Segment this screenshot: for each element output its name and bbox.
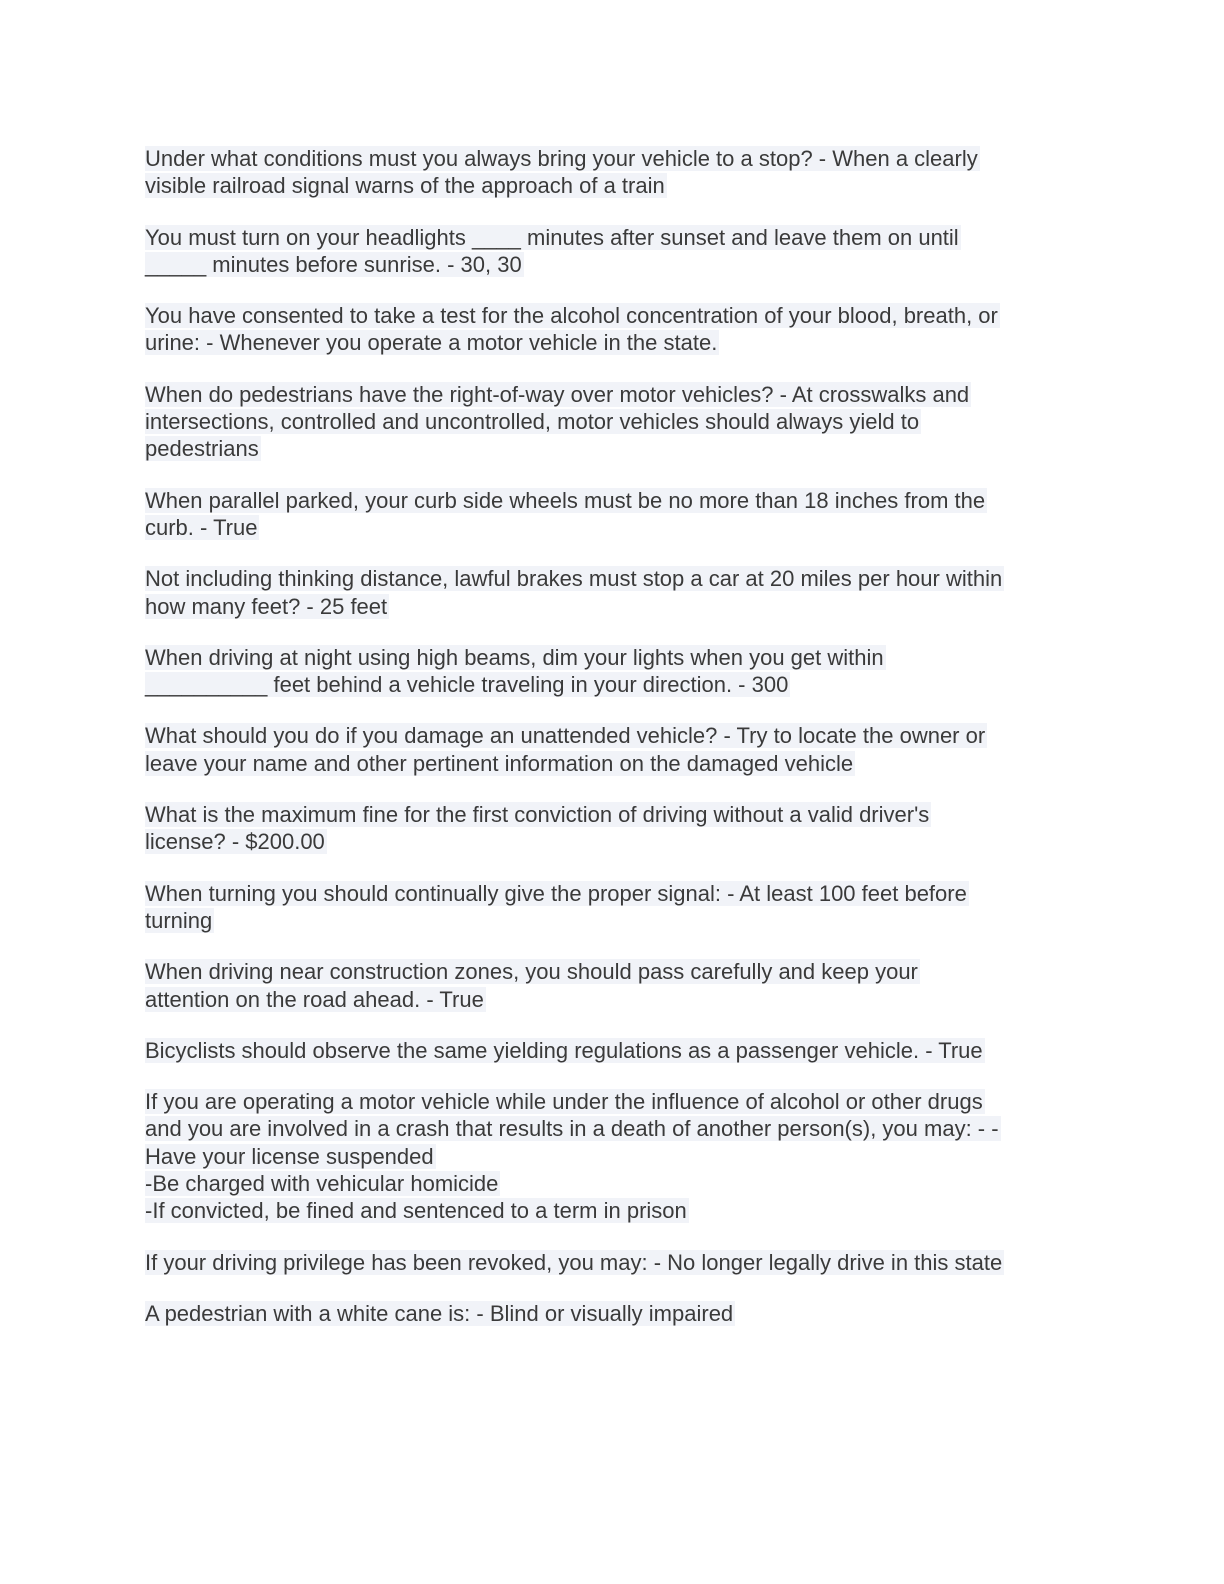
qa-entry-15 xyxy=(145,1300,1080,1327)
qa-text-line: urine: - Whenever you operate a motor vehicle in the state. xyxy=(145,330,718,356)
qa-text-line: When driving near construction zones, you should pass carefully and keep your xyxy=(145,959,918,985)
qa-text-line: -Be charged with vehicular homicide xyxy=(145,1171,499,1197)
qa-text-line: pedestrians xyxy=(145,436,259,462)
qa-text-line: visible railroad signal warns of the approach of a train xyxy=(145,173,665,199)
qa-text-line: and you are involved in a crash that results in a death of another person(s), you may: - - xyxy=(145,1116,999,1142)
qa-entry-11 xyxy=(145,958,1080,1013)
qa-entry-4 xyxy=(145,381,1080,463)
qa-text-line: Bicyclists should observe the same yielding regulations as a passenger vehicle. - True xyxy=(145,1037,983,1063)
qa-entry-7 xyxy=(145,644,1080,699)
qa-text-line: curb. - True xyxy=(145,514,258,540)
qa-text-line: When parallel parked, your curb side wheels must be no more than 18 inches from the xyxy=(145,487,986,513)
qa-text-line: If you are operating a motor vehicle while under the influence of alcohol or other drugs xyxy=(145,1089,983,1115)
qa-text-line: __________ feet behind a vehicle traveling in your direction. - 300 xyxy=(145,672,789,698)
qa-text-line: -If convicted, be fined and sentenced to a term in prison xyxy=(145,1198,687,1224)
qa-text-line: turning xyxy=(145,907,213,933)
qa-entry-1 xyxy=(145,145,1080,200)
document-body xyxy=(145,145,1080,1351)
qa-entry-3 xyxy=(145,302,1080,357)
qa-entry-6 xyxy=(145,565,1080,620)
qa-text-line: intersections, controlled and uncontrolled, motor vehicles should always yield to xyxy=(145,409,920,435)
qa-text-line: You have consented to take a test for the alcohol concentration of your blood, breath, or xyxy=(145,303,998,329)
qa-text-line: If your driving privilege has been revoked, you may: - No longer legally drive in this state xyxy=(145,1249,1003,1275)
qa-text-line: how many feet? - 25 feet xyxy=(145,593,388,619)
qa-entry-5 xyxy=(145,487,1080,542)
qa-text-line: Under what conditions must you always bring your vehicle to a stop? - When a clearly xyxy=(145,146,978,171)
qa-entry-10 xyxy=(145,880,1080,935)
qa-entry-13 xyxy=(145,1088,1080,1224)
qa-text-line: What is the maximum fine for the first conviction of driving without a valid driver's xyxy=(145,802,930,828)
qa-text-line: _____ minutes before sunrise. - 30, 30 xyxy=(145,251,522,277)
qa-text-line: When do pedestrians have the right-of-way over motor vehicles? - At crosswalks and xyxy=(145,381,970,407)
qa-text-line: Have your license suspended xyxy=(145,1143,434,1169)
qa-text-line: When turning you should continually give the proper signal: - At least 100 feet before xyxy=(145,880,967,906)
qa-entry-12 xyxy=(145,1037,1080,1064)
qa-text-line: What should you do if you damage an unattended vehicle? - Try to locate the owner or xyxy=(145,723,986,749)
qa-text-line: attention on the road ahead. - True xyxy=(145,986,484,1012)
qa-entry-8 xyxy=(145,722,1080,777)
qa-text-line: You must turn on your headlights ____ minutes after sunset and leave them on until xyxy=(145,224,959,250)
qa-text-line: When driving at night using high beams, dim your lights when you get within xyxy=(145,644,884,670)
qa-entry-9 xyxy=(145,801,1080,856)
qa-entry-14 xyxy=(145,1249,1080,1276)
qa-entry-2 xyxy=(145,224,1080,279)
qa-text-line: leave your name and other pertinent information on the damaged vehicle xyxy=(145,750,854,776)
qa-text-line: Not including thinking distance, lawful brakes must stop a car at 20 miles per hour within xyxy=(145,566,1003,592)
qa-text-line: A pedestrian with a white cane is: - Blind or visually impaired xyxy=(145,1300,734,1326)
qa-text-line: license? - $200.00 xyxy=(145,829,325,855)
